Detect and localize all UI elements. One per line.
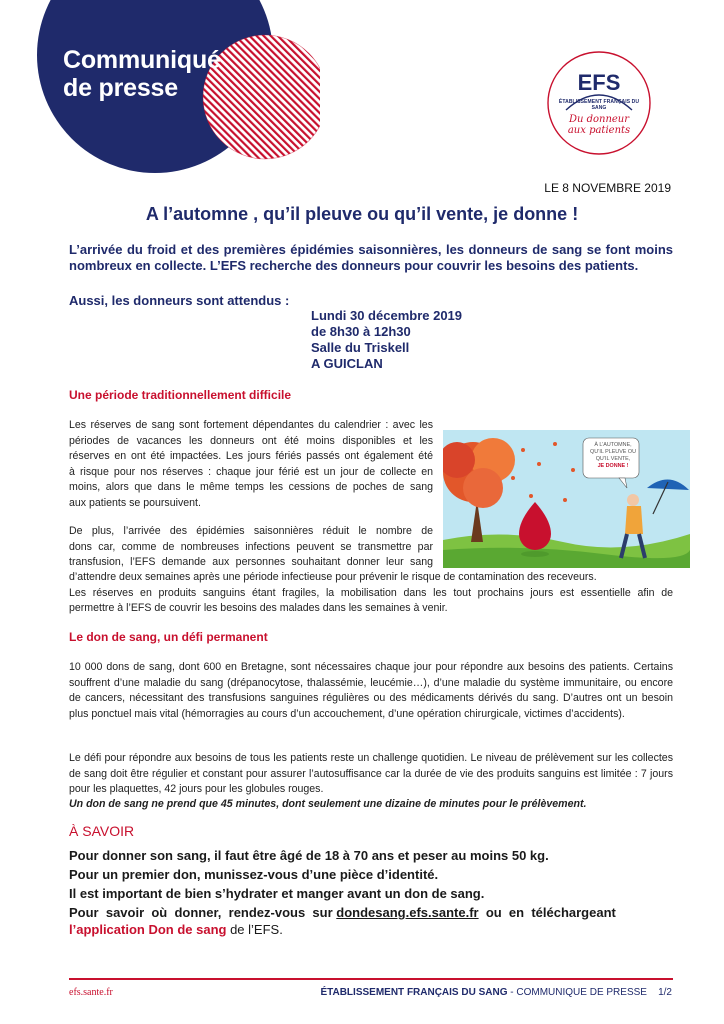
event-city: A GUICLAN: [311, 356, 383, 371]
text-line: aux patients se poursuivent.: [69, 496, 201, 509]
text-line: d’attendre deux semaines après une période infectieuse pour prévenir le risque de contamination des receveurs.: [69, 571, 597, 583]
logo-text: EFS: [577, 70, 621, 95]
footer-page: 1/2: [658, 987, 672, 998]
logo-slogan-line1: Du donneur: [568, 114, 630, 125]
bubble-line: À L’AUTOMNE,: [594, 442, 632, 448]
footer-website[interactable]: efs.sante.fr: [69, 987, 113, 998]
text-line: transfusion, l’EFS demande aux personnes souhaitant donner leur sang: [69, 556, 433, 569]
bubble-line: JE DONNE !: [597, 463, 629, 469]
section2-paragraph1: 10 000 dons de sang, dont 600 en Bretagne, sont nécessaires chaque jour pour répondre aux besoins des patients. Certains souffrent d’une maladie du sang (drépanocytose, thalassémie, leucémie…), d’une maladie du système immunitaire, ou encore de cancers, nécessitant des transfusions sanguines régulières ou des médicaments dérivés du sang. D’autres ont un besoin plus ponctuel mais vital (hémorragies au cours d’un accouchement, d’une opération chirurgicale, victimes d’accidents).: [69, 661, 673, 720]
section2-heading: Le don de sang, un défi permanent: [69, 630, 268, 644]
section2-paragraph2: Le défi pour répondre aux besoins de tous les patients reste un challenge quotidien. Le niveau de prélèvement sur les collectes de sang doit être régulier et constant pour assurer l’autosuffisance car la durée de vie des produits sanguins est limitée : 7 jours pour les plaquettes, 42 jours pour les globules rouges.: [69, 752, 673, 796]
section1-text-a: [69, 418, 433, 512]
bubble-line: QU’IL PLEUVE OU: [590, 449, 636, 455]
text-line: De plus, l’arrivée des épidémies saisonnières réduit le nombre de: [69, 525, 433, 537]
text-line: permettre à l’EFS de couvrir les besoins des malades dans les semaines à venir.: [69, 602, 448, 615]
section1-text-c: [69, 570, 673, 617]
savoir-line4-start: Pour savoir où donner, rendez-vous sur: [69, 905, 337, 920]
footer-sep: -: [507, 987, 517, 998]
efs-logo: [546, 50, 652, 156]
section1-text-b: [69, 524, 433, 571]
text-line: Les réserves de sang sont fortement dépendantes du calendrier : avec les: [69, 419, 433, 431]
event-hours: de 8h30 à 12h30: [311, 324, 411, 339]
footer-divider: [69, 978, 673, 980]
header-title-line1: Communiqué: [63, 46, 221, 74]
footer-org: ÉTABLISSEMENT FRANÇAIS DU SANG: [320, 987, 508, 998]
section1-heading: Une période traditionnellement difficile: [69, 388, 292, 402]
logo-slogan-line2: aux patients: [567, 125, 631, 136]
savoir-line3: Il est important de bien s’hydrater et manger avant un don de sang.: [69, 886, 485, 901]
dondesang-link[interactable]: dondesang.efs.sante.fr: [336, 905, 479, 920]
logo-slogan: [546, 114, 652, 136]
header-title-line2: de presse: [63, 74, 178, 102]
savoir-line2: Pour un premier don, munissez-vous d’une pièce d’identité.: [69, 867, 439, 882]
savoir-line5-end: de l’EFS.: [226, 922, 283, 937]
event-details: [311, 308, 462, 372]
text-line: dons car, comme de nombreuses infections peuvent se transmettre par: [69, 540, 433, 553]
event-date: Lundi 30 décembre 2019: [311, 308, 463, 323]
text-line: réserves en ont été impactées. Les jours fériés passés ont également été: [69, 450, 433, 463]
intro-expected: Aussi, les donneurs sont attendus :: [69, 293, 290, 308]
bubble-line: QU’IL VENTE,: [595, 456, 631, 462]
savoir-line4: [69, 905, 673, 920]
savoir-line4-end: ou en téléchargeant: [478, 905, 616, 920]
savoir-heading: À SAVOIR: [69, 823, 135, 839]
app-name: l’application Don de sang: [69, 922, 227, 937]
savoir-line5: [69, 922, 283, 937]
intro-paragraph: L’arrivée du froid et des premières épidémies saisonnières, les donneurs de sang se font moins nombreux en collecte. L’EFS recherche des donneurs pour couvrir les besoins des patients.: [69, 242, 673, 273]
savoir-line1: Pour donner son sang, il faut être âgé de 18 à 70 ans et peser au moins 50 kg.: [69, 848, 549, 863]
text-line: à risque pour nos réserves : chaque jour férié est un jour de collecte en: [69, 465, 433, 478]
event-place: Salle du Triskell: [311, 340, 410, 355]
illustration-bubble-text: [587, 442, 639, 470]
section2-emphasis: Un don de sang ne prend que 45 minutes, dont seulement une dizaine de minutes pour le prélèvement.: [69, 798, 587, 810]
release-date: LE 8 NOVEMBRE 2019: [544, 181, 671, 195]
text-line: moins, alors que dans le même temps les cessions de poches de sang: [69, 481, 433, 494]
footer-right: [320, 987, 672, 998]
footer-doc: COMMUNIQUE DE PRESSE: [516, 987, 647, 998]
text-line: Les réserves en produits sanguins étant fragiles, la mobilisation dans les tout prochains jours est essentielle afin de: [69, 586, 673, 599]
page-title: A l’automne , qu’il pleuve ou qu’il vente, je donne !: [145, 204, 579, 224]
autumn-illustration: [443, 430, 690, 568]
logo-subtitle: ÉTABLISSEMENT FRANÇAIS DU SANG: [558, 99, 640, 111]
text-line: périodes de vacances les donneurs ont été moins disponibles et les: [69, 434, 433, 447]
